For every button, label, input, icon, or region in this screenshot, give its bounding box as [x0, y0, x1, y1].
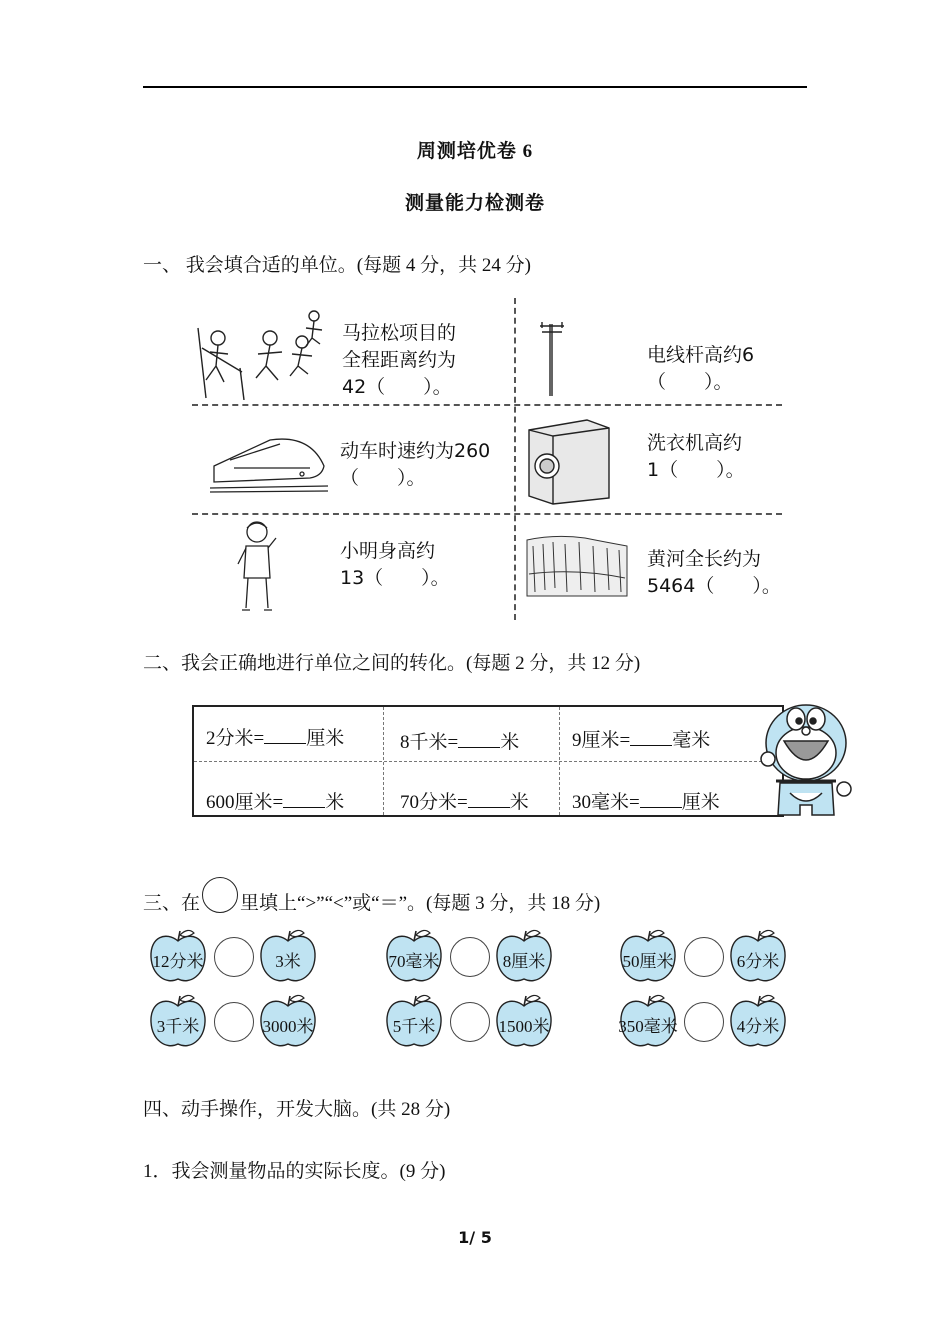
apple-right: [494, 992, 554, 1050]
conversion-left: 9厘米=: [572, 730, 631, 751]
item5-text: [340, 538, 450, 592]
bullet-train-image: [210, 426, 330, 496]
compare-circle[interactable]: [450, 1002, 490, 1042]
grid-divider-row1: [192, 404, 782, 406]
yellow-river-image: [525, 534, 629, 598]
item1-line2: 全程距离约为: [342, 349, 457, 371]
item6-line2: 5464（ ）。: [647, 575, 781, 597]
apple-right: [728, 927, 788, 985]
apple-left: [384, 927, 444, 985]
conversion-left: 70分米=: [400, 792, 468, 813]
conversion-cell: [206, 723, 344, 750]
apple-left: [148, 992, 208, 1050]
apple-left: [148, 927, 208, 985]
apple-label: 70毫米: [388, 952, 440, 971]
unit-grid: [192, 298, 782, 620]
page-subtitle: 测量能力检测卷: [404, 193, 545, 214]
answer-blank[interactable]: [630, 729, 672, 746]
utility-pole-image: [537, 316, 567, 398]
question1-text: 1．我会测量物品的实际长度。(9 分): [143, 1161, 446, 1182]
item1-text: [342, 320, 456, 401]
heading-pre: 三、在: [143, 893, 201, 914]
answer-blank[interactable]: [264, 727, 306, 744]
apple-right: [494, 927, 554, 985]
item4-line2: 1（ ）。: [647, 459, 745, 481]
apple-left: [384, 992, 444, 1050]
conversion-right: 米: [509, 792, 529, 813]
header-rule: [143, 86, 807, 88]
conversion-right: 厘米: [681, 792, 720, 813]
apple-label: 50厘米: [622, 952, 674, 971]
marathon-runners-image: [192, 308, 327, 400]
apple-label: 3000米: [262, 1017, 314, 1036]
section4-heading: 四、动手操作，开发大脑。(共 28 分): [143, 1099, 451, 1120]
item3-line1: 动车时速约为260: [340, 440, 491, 462]
section2-heading: 二、我会正确地进行单位之间的转化。(每题 2 分，共 12 分): [143, 653, 641, 674]
conversion-cell: [572, 787, 720, 814]
item4-line1: 洗衣机高约: [647, 432, 743, 454]
conversion-left: 600厘米=: [206, 792, 284, 813]
apple-label: 3米: [275, 952, 301, 971]
item3-line2: （ ）。: [340, 467, 426, 489]
answer-blank[interactable]: [458, 731, 500, 748]
apple-left: [618, 927, 678, 985]
item1-line1: 马拉松项目的: [342, 322, 457, 344]
conversion-left: 30毫米=: [572, 792, 640, 813]
item5-line1: 小明身高约: [340, 540, 436, 562]
page-number: 1/ 5: [458, 1228, 492, 1247]
grid-divider-row2: [192, 513, 782, 515]
compare-circle[interactable]: [214, 937, 254, 977]
conversion-right: 米: [500, 732, 520, 753]
doraemon-image: [760, 697, 852, 827]
heading-post: 里填上“>”“<”或“＝”。(每题 3 分，共 18 分): [240, 893, 601, 914]
item6-line1: 黄河全长约为: [647, 548, 762, 570]
conversion-cell: [572, 725, 710, 752]
answer-blank[interactable]: [283, 791, 325, 808]
section3-heading: [143, 877, 600, 915]
apple-label: 6分米: [736, 952, 780, 971]
apple-label: 8厘米: [502, 952, 546, 971]
table-divider: [194, 761, 782, 762]
apple-label: 350毫米: [618, 1017, 678, 1036]
item6-text: [647, 546, 781, 600]
boy-image: [232, 520, 282, 616]
apple-right: [258, 992, 318, 1050]
apple-label: 4分米: [736, 1017, 780, 1036]
item5-line2: 13（ ）。: [340, 567, 450, 589]
apple-right: [728, 992, 788, 1050]
item3-text: [340, 438, 490, 492]
compare-circle[interactable]: [214, 1002, 254, 1042]
answer-blank[interactable]: [468, 791, 510, 808]
conversion-cell: [206, 787, 344, 814]
answer-blank[interactable]: [640, 791, 682, 808]
apple-label: 5千米: [392, 1017, 436, 1036]
grid-divider-vertical: [514, 298, 516, 620]
item2-line2: （ ）。: [647, 371, 733, 393]
apple-label: 3千米: [156, 1017, 200, 1036]
section1-heading: 一、 我会填合适的单位。(每题 4 分，共 24 分): [143, 255, 531, 276]
compare-circle[interactable]: [684, 937, 724, 977]
conversion-left: 8千米=: [400, 732, 459, 753]
conversion-table: [192, 705, 784, 817]
apple-label: 12分米: [152, 952, 204, 971]
compare-circle[interactable]: [684, 1002, 724, 1042]
item2-line1: 电线杆高约6: [647, 344, 755, 366]
circle-symbol: [202, 877, 238, 913]
item4-text: [647, 430, 745, 484]
washing-machine-image: [525, 416, 613, 506]
compare-circle[interactable]: [450, 937, 490, 977]
apple-left: [618, 992, 678, 1050]
item1-line3: 42（ ）。: [342, 376, 452, 398]
conversion-right: 毫米: [672, 730, 711, 751]
conversion-right: 米: [325, 792, 345, 813]
conversion-cell: [400, 727, 519, 754]
apple-right: [258, 927, 318, 985]
page-title: 周测培优卷 6: [416, 141, 534, 162]
item2-text: [647, 342, 754, 396]
apple-label: 1500米: [498, 1017, 550, 1036]
conversion-cell: [400, 787, 529, 814]
conversion-left: 2分米=: [206, 728, 265, 749]
conversion-right: 厘米: [306, 728, 345, 749]
